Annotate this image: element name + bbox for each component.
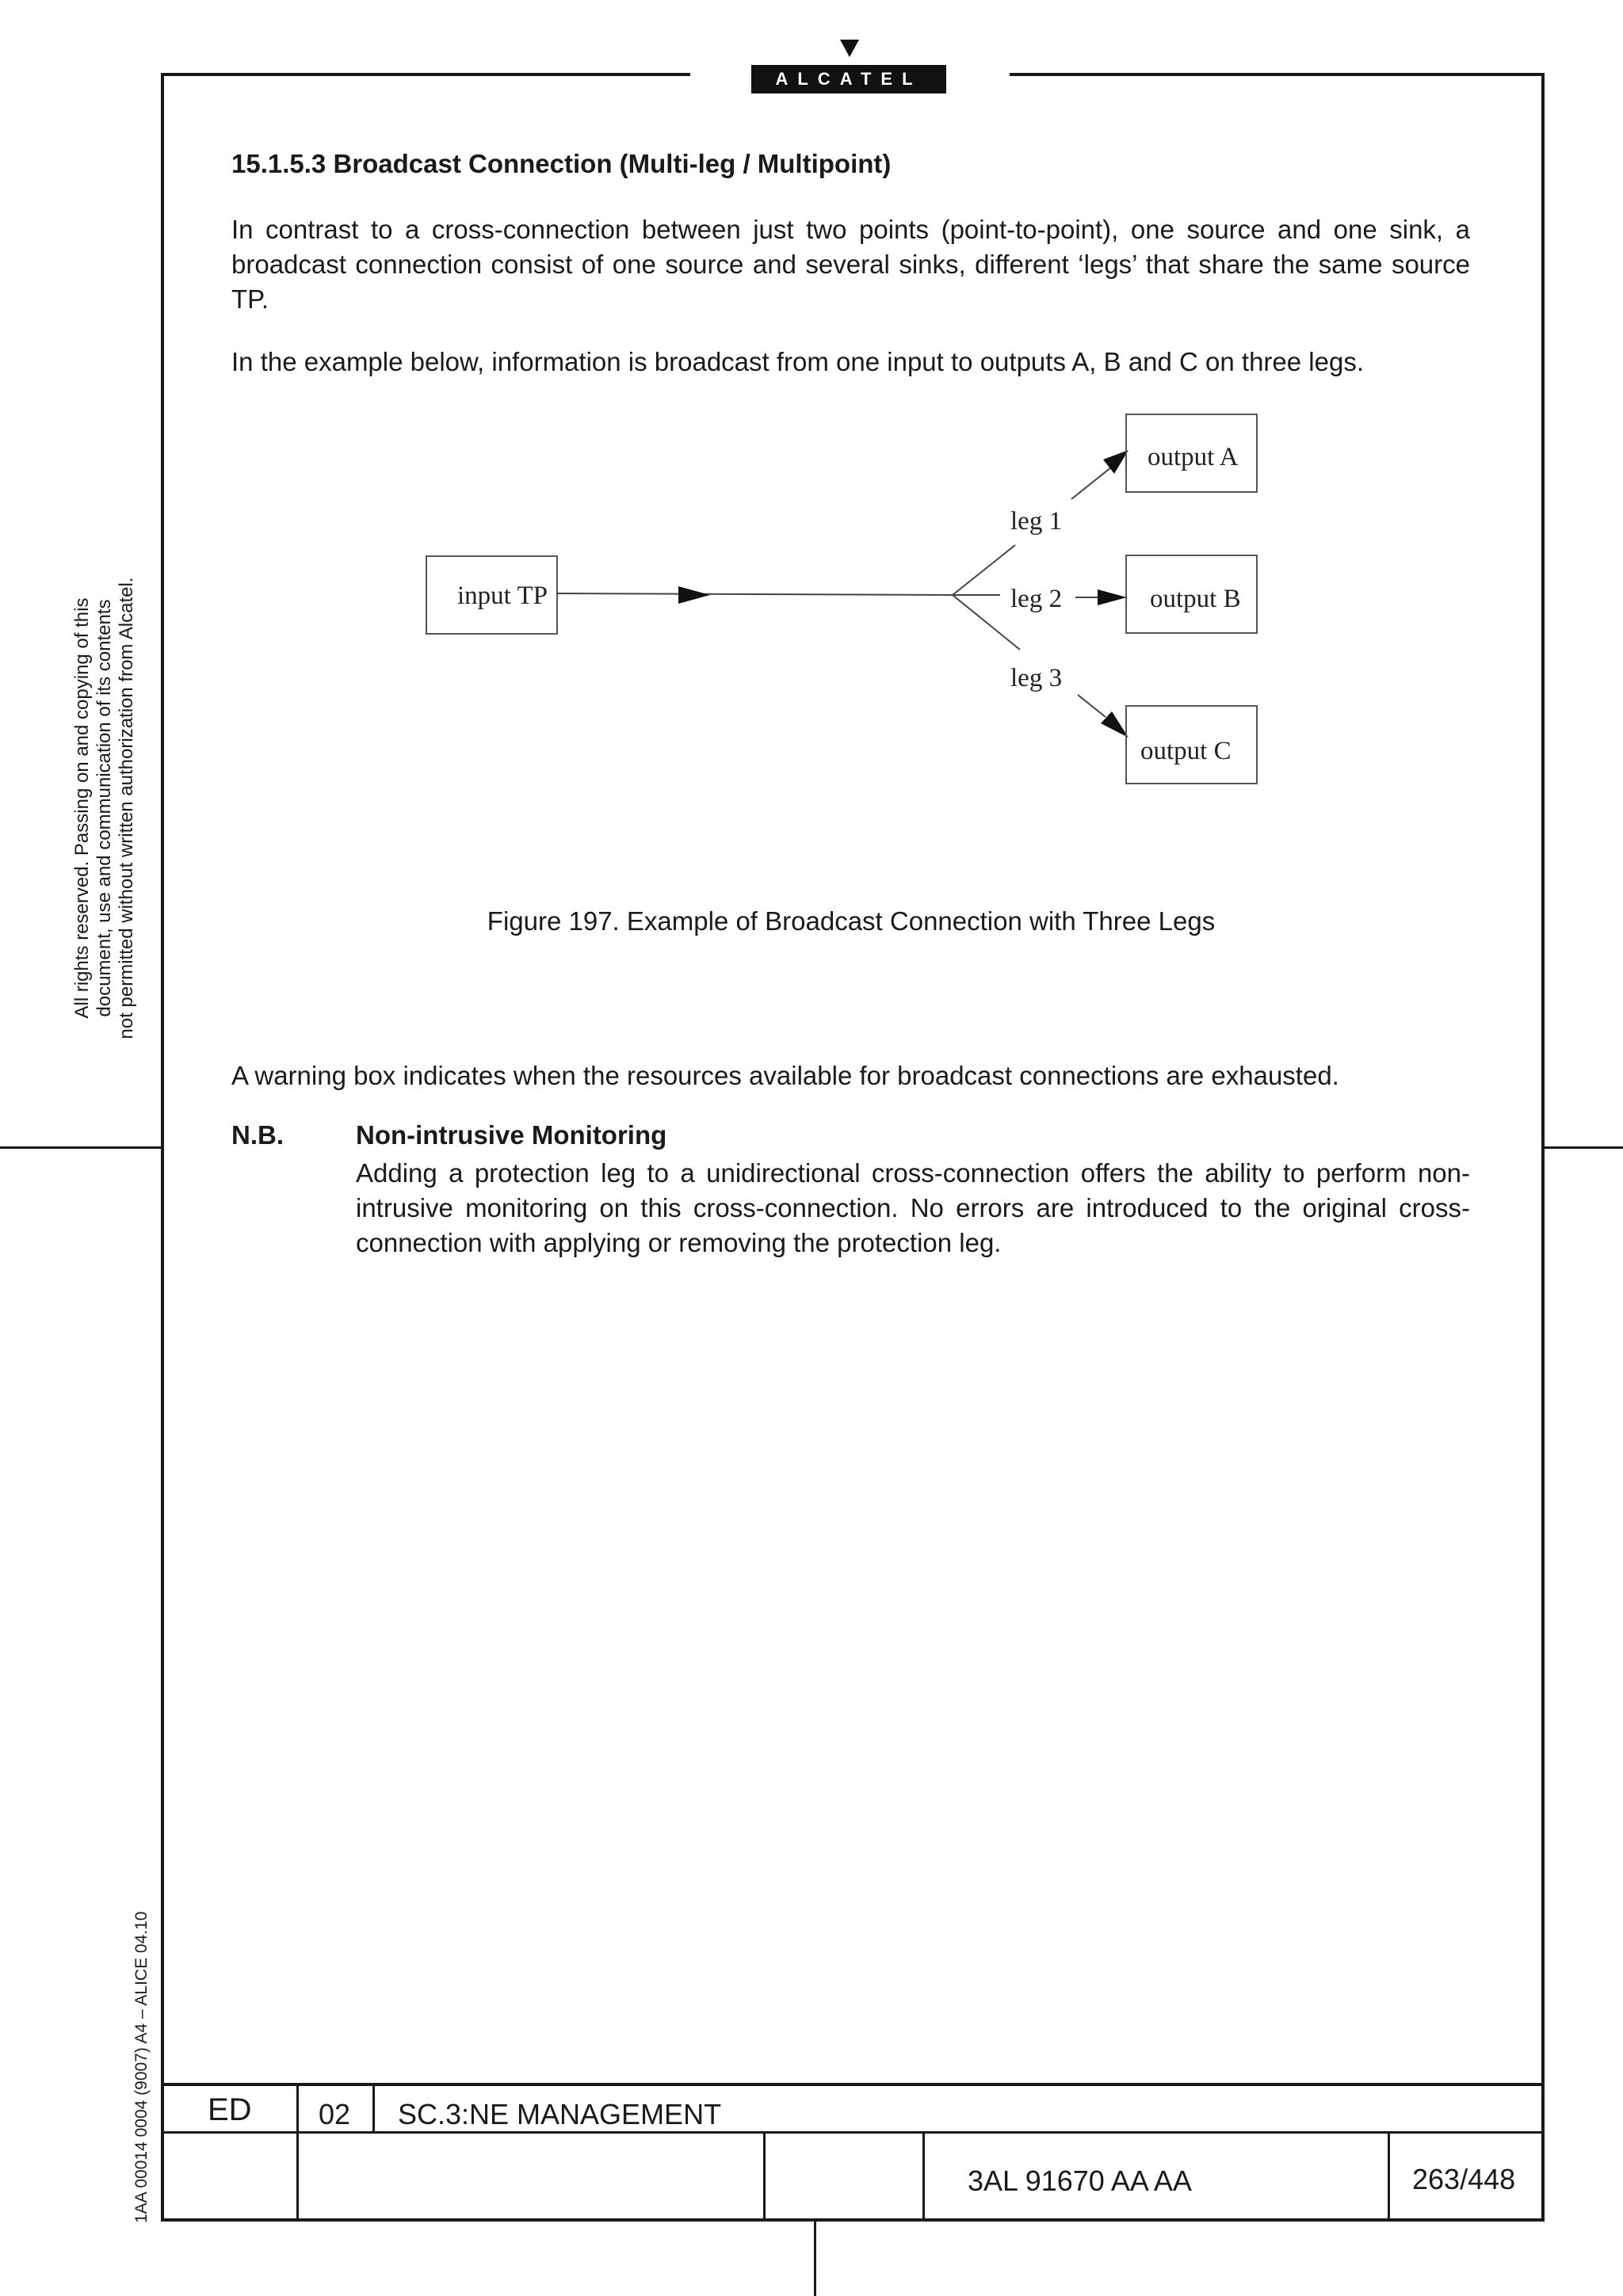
output-a-label: output A	[1148, 443, 1239, 471]
leg-2-label: leg 2	[1010, 585, 1063, 613]
leg-1-label: leg 1	[1010, 507, 1063, 536]
side-legal-line-3: not permitted without written authorization from Alcatel.	[116, 577, 137, 1039]
output-b-node	[1126, 555, 1257, 633]
output-a-node	[1126, 414, 1257, 492]
warning-paragraph: A warning box indicates when the resources available for broadcast connections are exhausted.	[231, 1061, 1339, 1090]
leg-1-branch	[953, 450, 1128, 595]
footer-chapter: SC.3:NE MANAGEMENT	[398, 2098, 722, 2130]
note-label: N.B.	[231, 1120, 284, 1150]
leg-3-label: leg 3	[1010, 664, 1063, 692]
footer-col-5	[1388, 2131, 1390, 2222]
side-tick-right	[1545, 1146, 1623, 1149]
input-tp-label: input TP	[457, 582, 548, 610]
figure-caption: Figure 197. Example of Broadcast Connection with Three Legs	[487, 906, 1216, 936]
leg-2-branch	[953, 585, 1127, 613]
footer-top-rule	[161, 2083, 1545, 2086]
footer-stub	[814, 2222, 816, 2296]
footer-mid-rule	[161, 2131, 1545, 2134]
footer-page-number: 263/448	[1412, 2163, 1516, 2195]
footer-col-1	[296, 2083, 299, 2222]
output-c-label: output C	[1140, 737, 1232, 765]
side-legal-line-2: document, use and communication of its contents	[94, 599, 115, 1017]
note-title: Non-intrusive Monitoring	[356, 1120, 667, 1150]
leg-3-branch	[953, 595, 1128, 738]
footer-ed-label: ED	[208, 2092, 252, 2127]
output-c-node	[1126, 706, 1257, 784]
form-code: 1AA 00014 0004 (9007) A4 – ALICE 04.10	[132, 1911, 151, 2223]
side-tick-left	[0, 1146, 161, 1149]
output-b-label: output B	[1150, 585, 1241, 613]
footer-col-2	[372, 2083, 375, 2133]
alcatel-logo: ALCATEL	[751, 65, 946, 93]
footer-col-4	[922, 2131, 925, 2222]
footer-edition: 02	[319, 2098, 351, 2130]
input-tp-node	[426, 556, 557, 634]
broadcast-diagram	[0, 0, 1623, 871]
footer-col-3	[763, 2131, 766, 2222]
intro-paragraph: In contrast to a cross-connection between just two points (point-to-point), one source and one sink, a broadcast connection consist of one source and several sinks, different ‘legs’ that share the same source TP.	[231, 215, 1470, 314]
main-line	[557, 586, 953, 604]
footer-bottom-rule	[161, 2218, 1545, 2222]
note-body: Adding a protection leg to a unidirectional cross-connection offers the ability to perform non-intrusive monitoring on this cross-connection. No errors are introduced to the original cross-connection with applying or removing the protection leg.	[356, 1158, 1470, 1257]
example-paragraph: In the example below, information is broadcast from one input to outputs A, B and C on three legs.	[231, 347, 1365, 376]
side-legal-line-1: All rights reserved. Passing on and copying of this	[71, 597, 93, 1019]
footer-doc-ref: 3AL 91670 AA AA	[968, 2164, 1192, 2197]
section-heading: 15.1.5.3 Broadcast Connection (Multi-leg / Multipoint)	[231, 149, 892, 178]
